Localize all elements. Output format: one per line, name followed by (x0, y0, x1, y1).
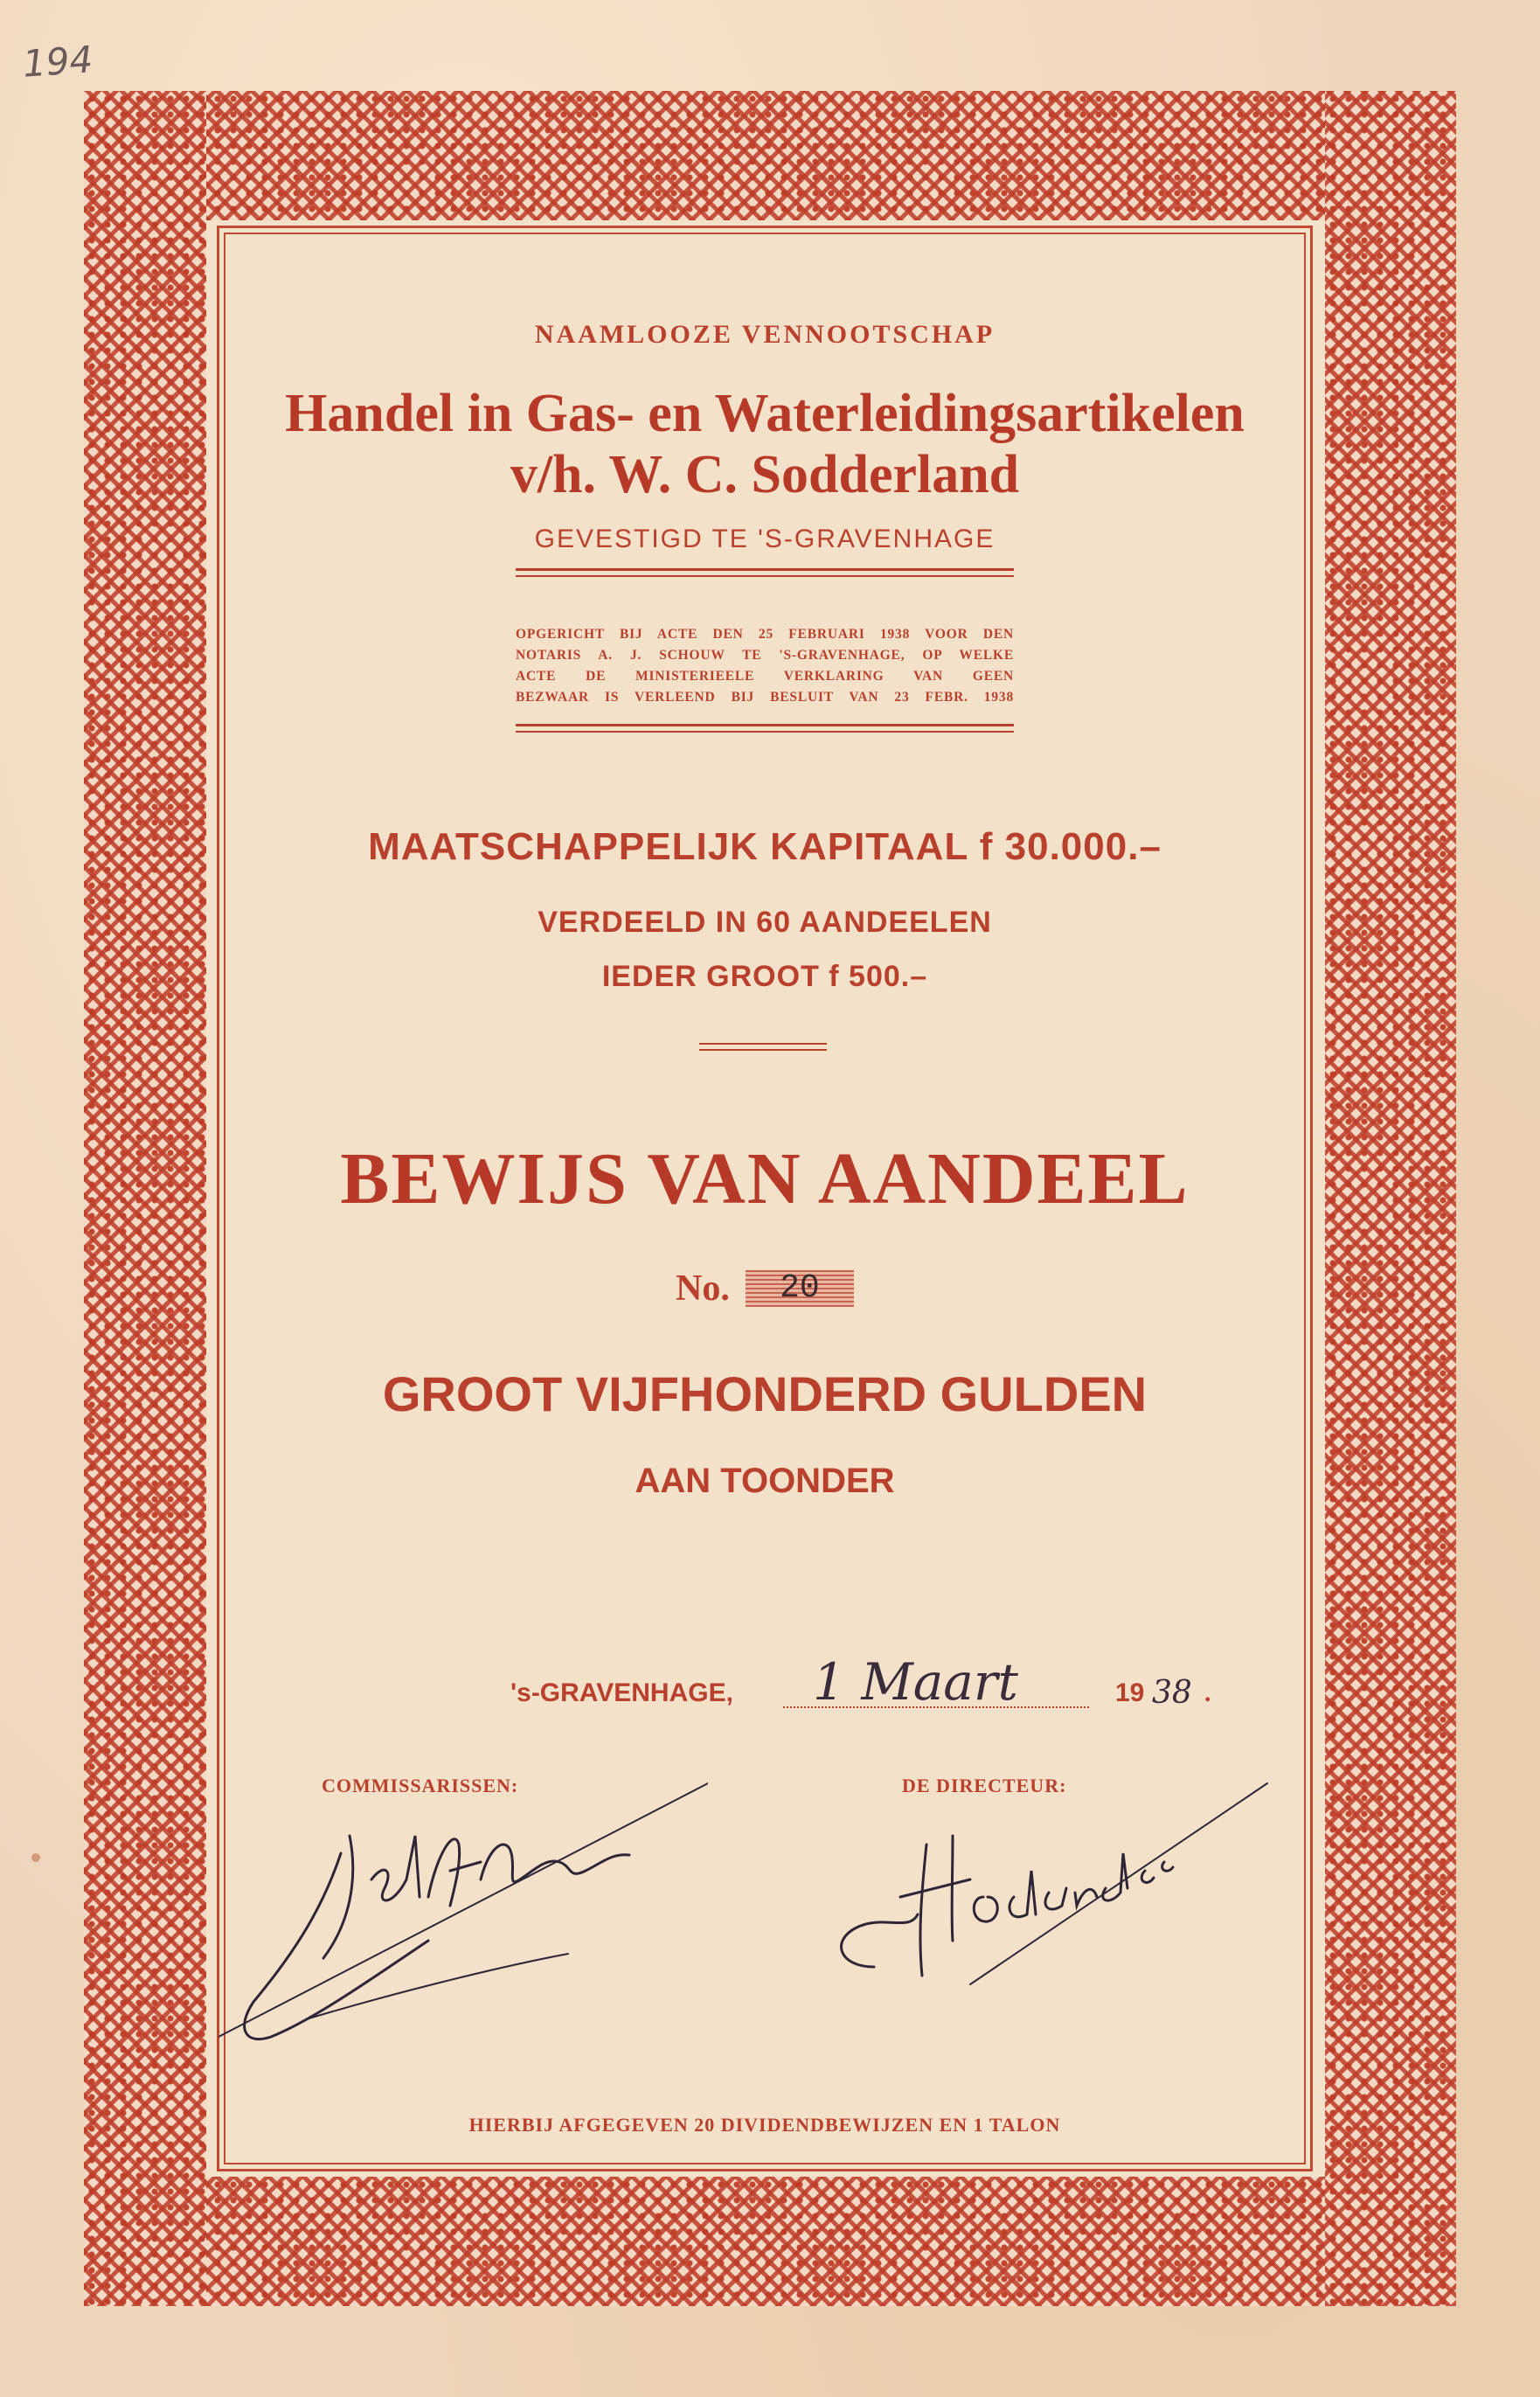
authorized-capital: MAATSCHAPPELIJK KAPITAAL f 30.000.– (368, 825, 1162, 868)
divider-rule (516, 575, 1014, 577)
bearer-clause: AAN TOONDER (635, 1462, 895, 1500)
company-name-line2: v/h. W. C. Sodderland (510, 445, 1020, 504)
founding-text (516, 624, 1014, 708)
commissioners-label: COMMISSARISSEN: (322, 1775, 519, 1796)
founding-line: OPGERICHT BIJ ACTE DEN 25 FEBRUARI 1938 VOOR DEN (516, 627, 1014, 642)
ornamental-border-bottom (84, 2177, 1456, 2306)
divider-rule (516, 724, 1014, 726)
number-label: No. (676, 1268, 730, 1309)
director-label: DE DIRECTEUR: (902, 1775, 1067, 1796)
paper-stain (31, 1853, 40, 1862)
ornamental-border-left (84, 91, 206, 2306)
share-value: IEDER GROOT f 500.– (601, 960, 928, 993)
pencil-annotation: 194 (21, 38, 94, 86)
founding-line: BEZWAAR IS VERLEEND BIJ BESLUIT VAN 23 FEBR. 1938 (516, 690, 1014, 705)
share-division: VERDEELD IN 60 AANDEELEN (538, 906, 992, 939)
divider-rule (516, 731, 1014, 733)
certificate-title: BEWIJS VAN AANDEEL (340, 1138, 1190, 1219)
company-name-line1: Handel in Gas- en Waterleidingsartikelen (285, 384, 1245, 443)
short-divider (699, 1049, 827, 1051)
company-seat: GEVESTIGD TE 'S-GRAVENHAGE (534, 525, 995, 553)
director-signature (822, 1766, 1276, 2002)
year-prefix: 19 (1115, 1678, 1145, 1707)
founding-line: ACTE DE MINISTERIEELE VERKLARING VAN GEEN (516, 669, 1014, 684)
handwritten-year: 38 (1152, 1675, 1192, 1711)
founding-line: NOTARIS A. J. SCHOUW TE 'S-GRAVENHAGE, OP WELKE (516, 648, 1014, 663)
certificate-number: 20 (746, 1270, 854, 1307)
ornamental-border-top (84, 91, 1456, 220)
date-period: . (1204, 1678, 1211, 1707)
divider-rule (516, 568, 1014, 571)
company-type: NAAMLOOZE VENNOOTSCHAP (534, 320, 995, 349)
ornamental-border-right (1325, 91, 1456, 2306)
footer-note: HIERBIJ AFGEGEVEN 20 DIVIDENDBEWIJZEN EN 1 TALON (468, 2114, 1061, 2136)
issue-place: 's-GRAVENHAGE, (510, 1678, 733, 1707)
certificate-number-row (224, 1268, 1306, 1310)
handwritten-date: 1 Maart (813, 1652, 1018, 1712)
commissioner-signature (219, 1775, 708, 2063)
short-divider (699, 1043, 827, 1045)
share-amount: GROOT VIJFHONDERD GULDEN (382, 1366, 1148, 1421)
